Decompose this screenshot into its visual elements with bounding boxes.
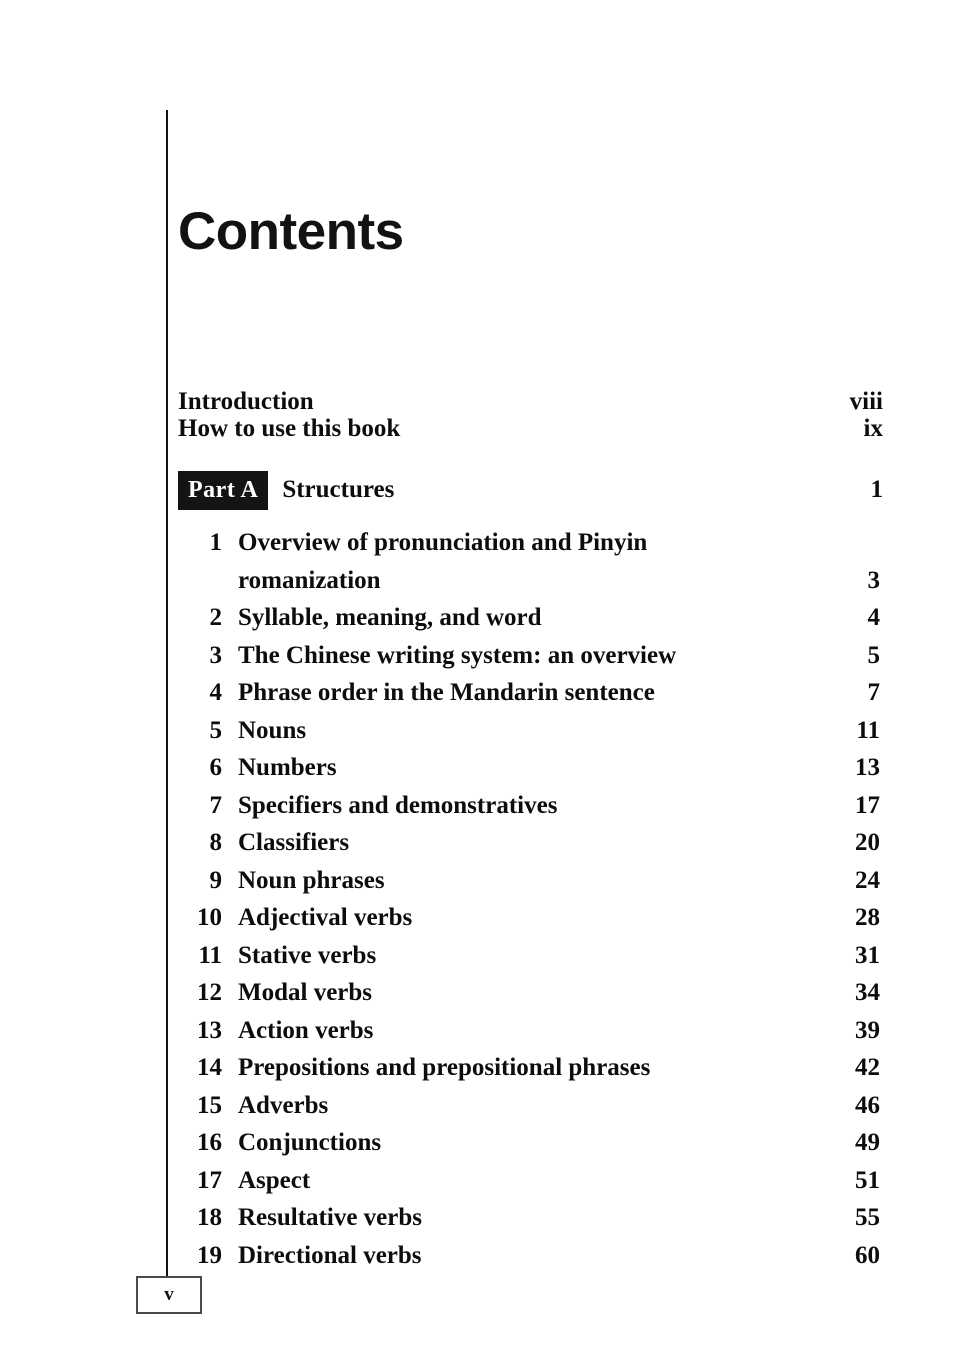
front-matter-list: [178, 388, 883, 442]
chapter-title: Stative verbs: [238, 941, 377, 969]
chapter-entry[interactable]: [178, 937, 883, 975]
chapter-title: Syllable, meaning, and word: [238, 604, 542, 631]
chapter-page-number: 28: [855, 904, 880, 931]
chapter-title: Prepositions and prepositional phrases: [238, 1054, 651, 1081]
chapter-title: Adverbs: [238, 1091, 329, 1119]
chapter-entry-list: [178, 524, 883, 1274]
front-matter-item[interactable]: [178, 415, 883, 442]
chapter-entry[interactable]: [178, 1124, 883, 1162]
folio-number: v: [164, 1284, 174, 1305]
chapter-page-number: 11: [856, 716, 880, 744]
chapter-entry[interactable]: [178, 674, 883, 712]
part-page-number: 1: [870, 476, 883, 503]
chapter-title-line-1: Overview of pronunciation and Pinyin: [238, 529, 648, 556]
chapter-number: 17: [197, 1166, 222, 1194]
chapter-title: Specifiers and demonstratives: [238, 791, 558, 819]
chapter-title: Adjectival verbs: [238, 904, 413, 931]
chapter-page-number: 17: [855, 791, 880, 819]
page-folio-box: [136, 1276, 202, 1314]
chapter-title: Action verbs: [238, 1016, 374, 1044]
part-badge: Part A: [178, 471, 268, 510]
table-of-contents: [178, 388, 883, 1274]
chapter-entry[interactable]: [178, 599, 883, 637]
chapter-number: 19: [197, 1241, 222, 1269]
chapter-title: Classifiers: [238, 829, 350, 856]
chapter-number: 15: [197, 1091, 222, 1119]
front-matter-item[interactable]: [178, 388, 883, 415]
page-title: Contents: [178, 202, 404, 261]
chapter-page-number: 20: [855, 829, 880, 856]
chapter-page-number: 24: [855, 866, 880, 894]
chapter-number: 13: [197, 1016, 222, 1044]
front-matter-page-number: viii: [849, 388, 883, 415]
chapter-number: 1: [209, 529, 222, 556]
chapter-page-number: 49: [855, 1129, 880, 1156]
chapter-entry[interactable]: [178, 1087, 883, 1125]
chapter-title: Nouns: [238, 716, 307, 744]
chapter-page-number: 3: [867, 566, 880, 594]
chapter-number: 8: [209, 829, 222, 856]
chapter-number: 9: [209, 866, 222, 894]
chapter-page-number: 46: [855, 1091, 880, 1119]
chapter-number: 7: [209, 791, 222, 819]
chapter-number: 3: [209, 641, 222, 669]
chapter-page-number: 4: [867, 604, 880, 631]
chapter-page-number: 31: [855, 941, 880, 969]
front-matter-page-number: ix: [863, 415, 883, 442]
chapter-title-line-2: romanization: [238, 566, 381, 594]
chapter-number: 16: [197, 1129, 222, 1156]
part-title: Structures: [282, 476, 395, 503]
chapter-entry[interactable]: [178, 712, 883, 750]
chapter-number: 6: [209, 754, 222, 781]
chapter-page-number: 39: [855, 1016, 880, 1044]
chapter-page-number: 60: [855, 1241, 880, 1269]
chapter-entry[interactable]: [178, 1162, 883, 1200]
part-heading-row[interactable]: [178, 472, 883, 508]
chapter-page-number: 42: [855, 1054, 880, 1081]
chapter-entry[interactable]: [178, 824, 883, 862]
chapter-title: The Chinese writing system: an overview: [238, 641, 677, 669]
chapter-page-number: 34: [855, 979, 880, 1006]
chapter-entry[interactable]: [178, 1199, 883, 1237]
chapter-title: [222, 524, 838, 599]
chapter-entry[interactable]: [178, 899, 883, 937]
chapter-entry[interactable]: [178, 1049, 883, 1087]
chapter-title: Directional verbs: [238, 1241, 422, 1269]
chapter-number: 5: [209, 716, 222, 744]
chapter-page-number: 55: [855, 1204, 880, 1231]
chapter-title: Conjunctions: [238, 1129, 382, 1156]
chapter-number: 10: [197, 904, 222, 931]
margin-vertical-rule: [166, 110, 168, 1276]
chapter-number: 14: [197, 1054, 222, 1081]
chapter-entry[interactable]: [178, 749, 883, 787]
chapter-entry[interactable]: [178, 524, 883, 599]
chapter-title: Aspect: [238, 1166, 311, 1194]
chapter-page-number: 13: [855, 754, 880, 781]
chapter-title: Modal verbs: [238, 979, 373, 1006]
chapter-page-number: 51: [855, 1166, 880, 1194]
chapter-entry[interactable]: [178, 862, 883, 900]
chapter-number: 11: [198, 941, 222, 969]
chapter-entry[interactable]: [178, 637, 883, 675]
chapter-title: Noun phrases: [238, 866, 385, 894]
chapter-number: 2: [209, 604, 222, 631]
chapter-page-number: 7: [867, 679, 880, 706]
chapter-entry[interactable]: [178, 787, 883, 825]
chapter-entry[interactable]: [178, 1012, 883, 1050]
chapter-title: Numbers: [238, 754, 337, 781]
chapter-page-number: 5: [867, 641, 880, 669]
chapter-title: Resultative verbs: [238, 1204, 422, 1231]
chapter-entry[interactable]: [178, 974, 883, 1012]
front-matter-label: Introduction: [178, 388, 314, 415]
chapter-number: 18: [197, 1204, 222, 1231]
chapter-entry[interactable]: [178, 1237, 883, 1275]
chapter-title: Phrase order in the Mandarin sentence: [238, 679, 655, 706]
chapter-number: 12: [197, 979, 222, 1006]
chapter-number: 4: [209, 679, 222, 706]
front-matter-label: How to use this book: [178, 415, 401, 442]
